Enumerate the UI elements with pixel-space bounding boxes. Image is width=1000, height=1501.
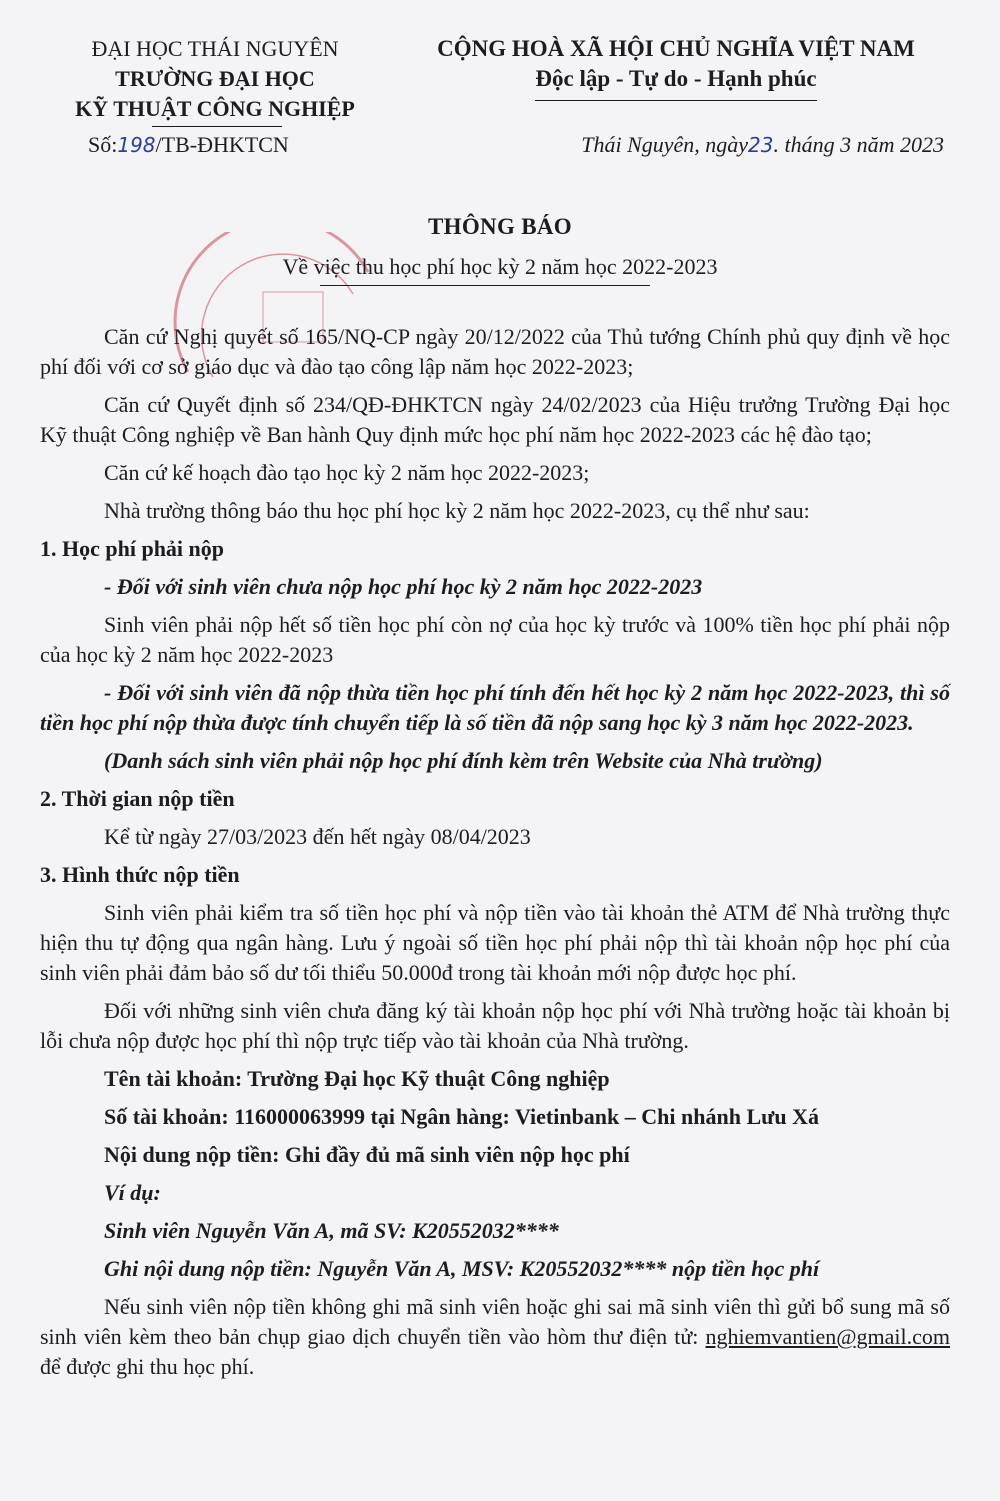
section3-paragraph-1: Sinh viên phải kiểm tra số tiền học phí và nộp tiền vào tài khoản thẻ ATM để Nhà trường thực hiện thu tự động qua ngân hàng. Lưu ý ngoài số tiền học phí phải nộp thì tài khoản nộp học phí của sinh viên phải đảm bảo số dư tối thiểu 50.000đ trong tài khoản mới nộp được học phí. (40, 900, 950, 985)
issuer-school-line2: KỸ THUẬT CÔNG NGHIỆP (75, 96, 355, 121)
document-number-handwritten: 198 (117, 133, 156, 157)
issuer-university: ĐẠI HỌC THÁI NGUYÊN (91, 36, 339, 61)
national-motto-block (402, 34, 950, 101)
section3-paragraph-3-tail: để được ghi thu học phí. (40, 1354, 255, 1379)
section2-text: Kể từ ngày 27/03/2023 đến hết ngày 08/04/2023 (104, 824, 531, 849)
document-subtitle: Về việc thu học phí học kỳ 2 năm học 2022-2023 (282, 254, 718, 279)
example-content: Ghi nội dung nộp tiền: Nguyễn Văn A, MSV: K20552032**** nộp tiền học phí (104, 1256, 820, 1281)
date-prefix: Thái Nguyên, ngày (581, 132, 749, 157)
document-number (88, 130, 289, 160)
national-motto: Độc lập - Tự do - Hạnh phúc (535, 64, 816, 101)
contact-email-link[interactable]: nghiemvantien@gmail.com (705, 1324, 951, 1349)
section3-paragraph-3 (40, 1292, 950, 1382)
section1-case2-text: - Đối với sinh viên đã nộp thừa tiền học phí tính đến hết học kỳ 2 năm học 2022-2023, thì số tiền học phí nộp thừa được tính chuyển tiếp là số tiền đã nộp sang học kỳ 3 năm học 2022-2023. (40, 680, 950, 735)
intro-paragraph: Căn cứ Nghị quyết số 165/NQ-CP ngày 20/12/2022 của Thủ tướng Chính phủ quy định về học phí đối với cơ sở giáo dục và đào tạo công lập năm học 2022-2023; (40, 324, 950, 379)
intro-paragraph: Căn cứ Quyết định số 234/QĐ-ĐHKTCN ngày 24/02/2023 của Hiệu trưởng Trường Đại học Kỹ thuật Công nghiệp về Ban hành Quy định mức học phí năm học 2022-2023 các hệ đào tạo; (40, 392, 950, 447)
section1-heading: 1. Học phí phải nộp (40, 536, 225, 561)
subtitle-underline (320, 285, 650, 286)
document-number-suffix: /TB-ĐHKTCN (155, 132, 289, 157)
date-day-handwritten: 23 (748, 133, 774, 157)
intro-paragraph: Nhà trường thông báo thu học phí học kỳ 2 năm học 2022-2023, cụ thể như sau: (104, 498, 810, 523)
section1-note: (Danh sách sinh viên phải nộp học phí đính kèm trên Website của Nhà trường) (104, 748, 823, 773)
document-body (40, 322, 950, 1390)
transfer-content: Nội dung nộp tiền: Ghi đầy đủ mã sinh viên nộp học phí (104, 1142, 630, 1167)
example-student: Sinh viên Nguyễn Văn A, mã SV: K20552032**** (104, 1218, 559, 1243)
issuer-school-line1: TRƯỜNG ĐẠI HỌC (115, 66, 315, 91)
section2-heading: 2. Thời gian nộp tiền (40, 786, 235, 811)
document-number-prefix: Số: (88, 132, 118, 157)
document-title: THÔNG BÁO (428, 214, 572, 239)
example-label: Ví dụ: (104, 1180, 161, 1205)
account-name: Tên tài khoản: Trường Đại học Kỹ thuật Công nghiệp (104, 1066, 610, 1091)
section3-paragraph-2: Đối với những sinh viên chưa đăng ký tài khoản nộp học phí với Nhà trường hoặc tài khoản bị lỗi chưa nộp được học phí thì nộp trực tiếp vào tài khoản của Nhà trường. (40, 998, 950, 1053)
document-date (581, 130, 944, 160)
section3-heading: 3. Hình thức nộp tiền (40, 862, 240, 887)
issuer-block (40, 34, 390, 124)
section1-case1-text: Sinh viên phải nộp hết số tiền học phí còn nợ của học kỳ trước và 100% tiền học phí phải nộp của học kỳ 2 năm học 2022-2023 (40, 612, 950, 667)
section1-case1-heading: - Đối với sinh viên chưa nộp học phí học kỳ 2 năm học 2022-2023 (104, 574, 703, 599)
intro-paragraph: Căn cứ kế hoạch đào tạo học kỳ 2 năm học 2022-2023; (104, 460, 590, 485)
section3-paragraph-3-text: Nếu sinh viên nộp tiền không ghi mã sinh viên hoặc ghi sai mã sinh viên thì gửi bổ sung mã số sinh viên kèm theo bản chụp giao dịch chuyển tiền vào hòm thư điện tử: (40, 1294, 950, 1349)
issuer-divider (152, 126, 282, 127)
account-number: Số tài khoản: 116000063999 tại Ngân hàng: Vietinbank – Chi nhánh Lưu Xá (104, 1104, 819, 1129)
national-name: CỘNG HOÀ XÃ HỘI CHỦ NGHĨA VIỆT NAM (437, 36, 915, 61)
date-suffix: . tháng 3 năm 2023 (773, 132, 944, 157)
